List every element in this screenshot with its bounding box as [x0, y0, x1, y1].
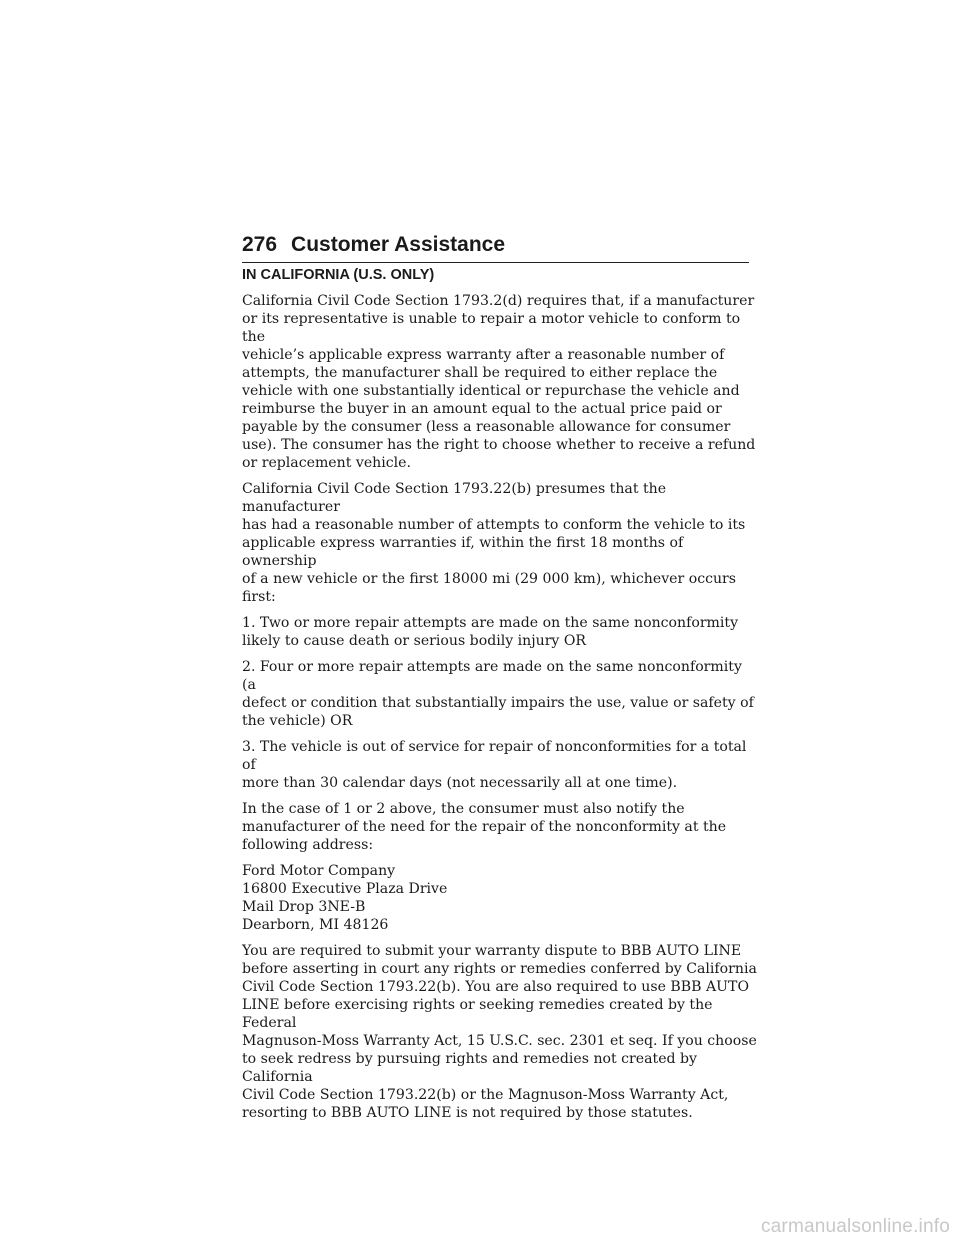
paragraph-presumption: California Civil Code Section 1793.22(b) presumes that the manufacturer has had a reasonable number of attempts to conform the vehicle to its applicable express warranties if, within the first 18 months of ownership of a new vehicle or the first 18000 mi (29 000 km), whichever occurs first: — [242, 481, 746, 605]
address-line: Ford Motor Company — [242, 863, 396, 879]
list-item-condition-1: 1. Two or more repair attempts are made on the same nonconformity likely to cause death or serious bodily injury OR — [242, 615, 739, 649]
address-line: Mail Drop 3NE-B — [242, 899, 366, 915]
list-item-condition-3: 3. The vehicle is out of service for repair of nonconformities for a total of more than 30 calendar days (not necessarily all at one time). — [242, 739, 747, 791]
list-item-condition-2: 2. Four or more repair attempts are made on the same nonconformity (a defect or condition that substantially impairs the use, value or safety of the vehicle) OR — [242, 659, 754, 729]
address-line: Dearborn, MI 48126 — [242, 917, 389, 933]
paragraph-notify-manufacturer: In the case of 1 or 2 above, the consumer must also notify the manufacturer of the need for the repair of the nonconformity at the following address: — [242, 801, 727, 853]
page-header — [242, 228, 749, 263]
section-title: Customer Assistance — [291, 233, 506, 256]
address-line: 16800 Executive Plaza Drive — [242, 881, 448, 897]
subheading: IN CALIFORNIA (U.S. ONLY) — [242, 267, 435, 283]
page-number: 276 — [242, 233, 278, 256]
mailing-address — [242, 862, 757, 934]
paragraph-replace-or-repurchase: California Civil Code Section 1793.2(d) requires that, if a manufacturer or its representative is unable to repair a motor vehicle to conform to the vehicle’s applicable express warranty after a reasonable number of attempts, the manufacturer shall be required to either replace the vehicle with one substantially identical or repurchase the vehicle and reimburse the buyer in an amount equal to the actual price paid or payable by the consumer (less a reasonable allowance for consumer use). The consumer has the right to choose whether to receive a refund or replacement vehicle. — [242, 293, 756, 471]
paragraph-bbb-auto-line: You are required to submit your warranty dispute to BBB AUTO LINE before asserting in court any rights or remedies conferred by California Civil Code Section 1793.22(b). You are also required to use BBB AUTO LINE before exercising rights or seeking remedies created by the Federal Magnuson-Moss Warranty Act, 15 U.S.C. sec. 2301 et seq. If you choose to seek redress by pursuing rights and remedies not created by California Civil Code Section 1793.22(b) or the Magnuson-Moss Warranty Act, resorting to BBB AUTO LINE is not required by those statutes. — [242, 943, 757, 1121]
page-content — [242, 266, 757, 1130]
watermark: carmanualsonline.info — [760, 1216, 950, 1237]
